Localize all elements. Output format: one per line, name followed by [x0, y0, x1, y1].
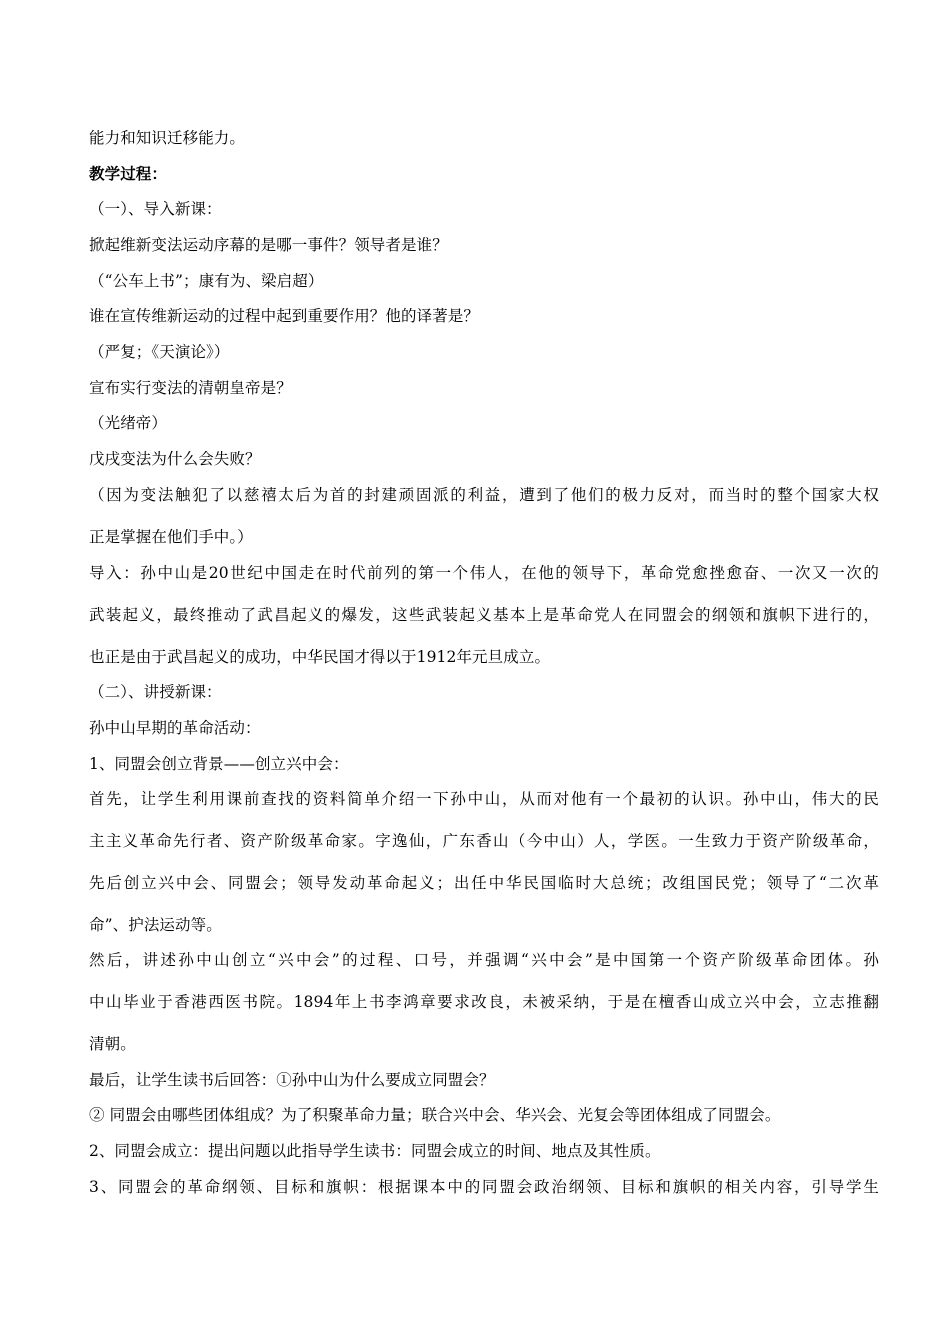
text-line: 戊戌变法为什么会失败？ — [89, 450, 261, 468]
text-line: 主主义革命先行者、资产阶级革命家。字逸仙，广东香山（今中山）人，学医。一生致力于资产阶级革命， — [89, 832, 879, 850]
text-line: 清朝。 — [89, 1035, 136, 1053]
text-line: 导入：孙中山是20世纪中国走在时代前列的第一个伟人，在他的领导下，革命党愈挫愈奋、一次又一次的 — [89, 564, 879, 582]
text-line: 正是掌握在他们手中。） — [89, 528, 253, 546]
text-line: 孙中山早期的革命活动： — [89, 719, 261, 737]
text-line: 3、同盟会的革命纲领、目标和旗帜：根据课本中的同盟会政治纲领、目标和旗帜的相关内容，引导学生 — [89, 1178, 879, 1196]
text-line: （“公车上书”；康有为、梁启超） — [89, 272, 324, 290]
text-line: （二）、讲授新课： — [89, 683, 222, 701]
section-heading: 教学过程： — [89, 164, 168, 183]
text-line: 然后，讲述孙中山创立“兴中会”的过程、口号，并强调“兴中会”是中国第一个资产阶级革命团体。孙 — [89, 951, 879, 969]
text-line: 能力和知识迁移能力。 — [89, 129, 246, 147]
text-line: 宣布实行变法的清朝皇帝是？ — [89, 379, 292, 397]
text-line: 掀起维新变法运动序幕的是哪一事件？领导者是谁？ — [89, 236, 448, 254]
text-line: 命”、护法运动等。 — [89, 916, 222, 934]
text-line: ② 同盟会由哪些团体组成？为了积聚革命力量；联合兴中会、华兴会、光复会等团体组成了同盟会。 — [89, 1106, 781, 1124]
text-line: 1、同盟会创立背景——创立兴中会： — [89, 755, 349, 773]
text-line: （光绪帝） — [89, 414, 168, 432]
text-line: 谁在宣传维新运动的过程中起到重要作用？他的译著是？ — [89, 307, 480, 325]
text-line: 也正是由于武昌起义的成功，中华民国才得以于1912年元旦成立。 — [89, 648, 551, 666]
text-line: （一）、导入新课： — [89, 200, 222, 218]
text-line: 中山毕业于香港西医书院。1894年上书李鸿章要求改良，未被采纳，于是在檀香山成立兴中会，立志推翻 — [89, 993, 879, 1011]
text-line: 武装起义，最终推动了武昌起义的爆发，这些武装起义基本上是革命党人在同盟会的纲领和旗帜下进行的， — [89, 606, 879, 624]
text-line: 2、同盟会成立：提出问题以此指导学生读书：同盟会成立的时间、地点及其性质。 — [89, 1142, 661, 1160]
text-line: （因为变法触犯了以慈禧太后为首的封建顽固派的利益，遭到了他们的极力反对，而当时的整个国家大权 — [89, 486, 879, 504]
text-line: 先后创立兴中会、同盟会；领导发动革命起义；出任中华民国临时大总统；改组国民党；领导了“二次革 — [89, 874, 879, 892]
text-line: 首先，让学生利用课前查找的资料简单介绍一下孙中山，从而对他有一个最初的认识。孙中山，伟大的民 — [89, 790, 879, 808]
text-line: 最后，让学生读书后回答：①孙中山为什么要成立同盟会？ — [89, 1071, 495, 1089]
text-line: （严复；《天演论》） — [89, 343, 230, 361]
